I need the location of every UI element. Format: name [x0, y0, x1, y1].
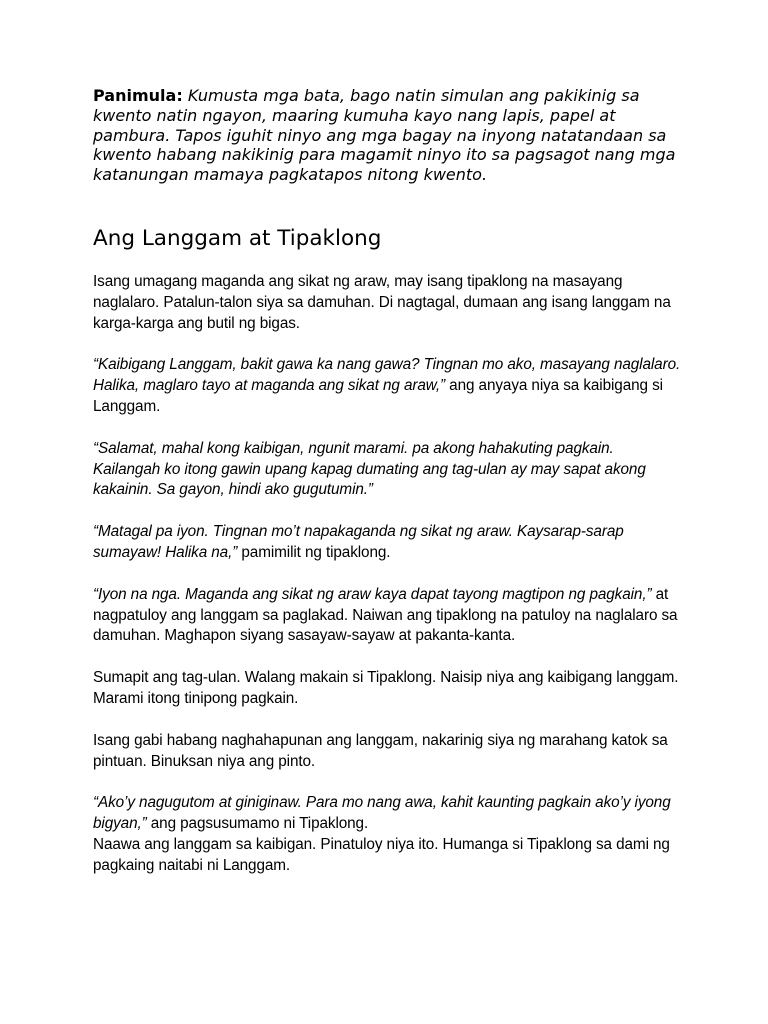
story-title: Ang Langgam at Tipaklong — [93, 225, 382, 251]
story-paragraph-4 — [93, 522, 683, 564]
paragraph-italic: “Iyon na nga. Maganda ang sikat ng araw kaya dapat tayong magtipon ng pagkain,” — [93, 585, 652, 603]
paragraph-italic: “Matagal pa iyon. Tingnan mo’t napakaganda ng sikat ng araw. Kaysarap-sarap sumayaw! Halika na,” — [93, 523, 624, 561]
paragraph-text: ang anyaya niya sa kaibigang si Langgam. — [93, 377, 663, 415]
story-paragraph-3 — [93, 439, 683, 501]
intro-text: Kumusta mga bata, bago natin simulan ang pakikinig sa kwento natin ngayon, maaring kumuha kayo nang lapis, papel at pambura. Tapos iguhit ninyo ang mga bagay na inyong natatandaan sa kwento habang nakikinig para magamit ninyo ito sa pagsagot nang mga katanungan mamaya pagkatapos nitong kwento. — [93, 86, 676, 185]
document-page — [93, 86, 683, 898]
story-paragraph-6 — [93, 668, 683, 710]
paragraph-text: pamimilit ng tipaklong. — [237, 543, 391, 561]
intro-label: Panimula: — [93, 86, 183, 105]
story-paragraph-1 — [93, 272, 683, 334]
paragraph-text: at nagpatuloy ang langgam sa paglakad. Naiwan ang tipaklong na patuloy na naglalaro sa damuhan. Maghapon siyang sasayaw-sayaw at pakanta-kanta. — [93, 585, 678, 645]
paragraph-text: ang pagsusumamo ni Tipaklong. — [146, 815, 369, 833]
paragraph-italic: “Kaibigang Langgam, bakit gawa ka nang gawa? Tingnan mo ako, masayang naglalaro. Halika, maglaro tayo at maganda ang sikat ng araw,” — [93, 356, 681, 395]
story-body — [93, 272, 683, 877]
story-paragraph-5 — [93, 585, 683, 647]
intro-paragraph — [93, 86, 683, 185]
paragraph-italic: “Ako’y nagugutom at giniginaw. Para mo nang awa, kahit kaunting pagkain ako’y iyong bigyan,” — [93, 794, 671, 833]
story-paragraph-7 — [93, 731, 683, 773]
paragraph-text: Isang umagang maganda ang sikat ng araw, may isang tipaklong na masayang naglalaro. Patalun-talon siya sa damuhan. Di nagtagal, dumaan ang isang langgam na karga-karga ang butil ng bigas. — [93, 272, 671, 332]
story-paragraph-9 — [93, 835, 683, 877]
story-paragraph-8 — [93, 793, 683, 835]
paragraph-italic: “Salamat, mahal kong kaibigan, ngunit marami. pa akong hahakuting pagkain. Kailangah ko itong gawin upang kapag dumating ang tag-ulan ay may sapat akong kakainin. Sa gayon, hindi ako gugutumin.” — [93, 439, 646, 499]
paragraph-text: Isang gabi habang naghahapunan ang langgam, nakarinig siya ng marahang katok sa pintuan. Binuksan niya ang pinto. — [93, 731, 668, 770]
paragraph-text: Sumapit ang tag-ulan. Walang makain si Tipaklong. Naisip niya ang kaibigang langgam. Marami itong tinipong pagkain. — [93, 669, 679, 707]
story-paragraph-2 — [93, 355, 683, 417]
paragraph-text: Naawa ang langgam sa kaibigan. Pinatuloy niya ito. Humanga si Tipaklong sa dami ng pagkaing naitabi ni Langgam. — [93, 835, 670, 874]
